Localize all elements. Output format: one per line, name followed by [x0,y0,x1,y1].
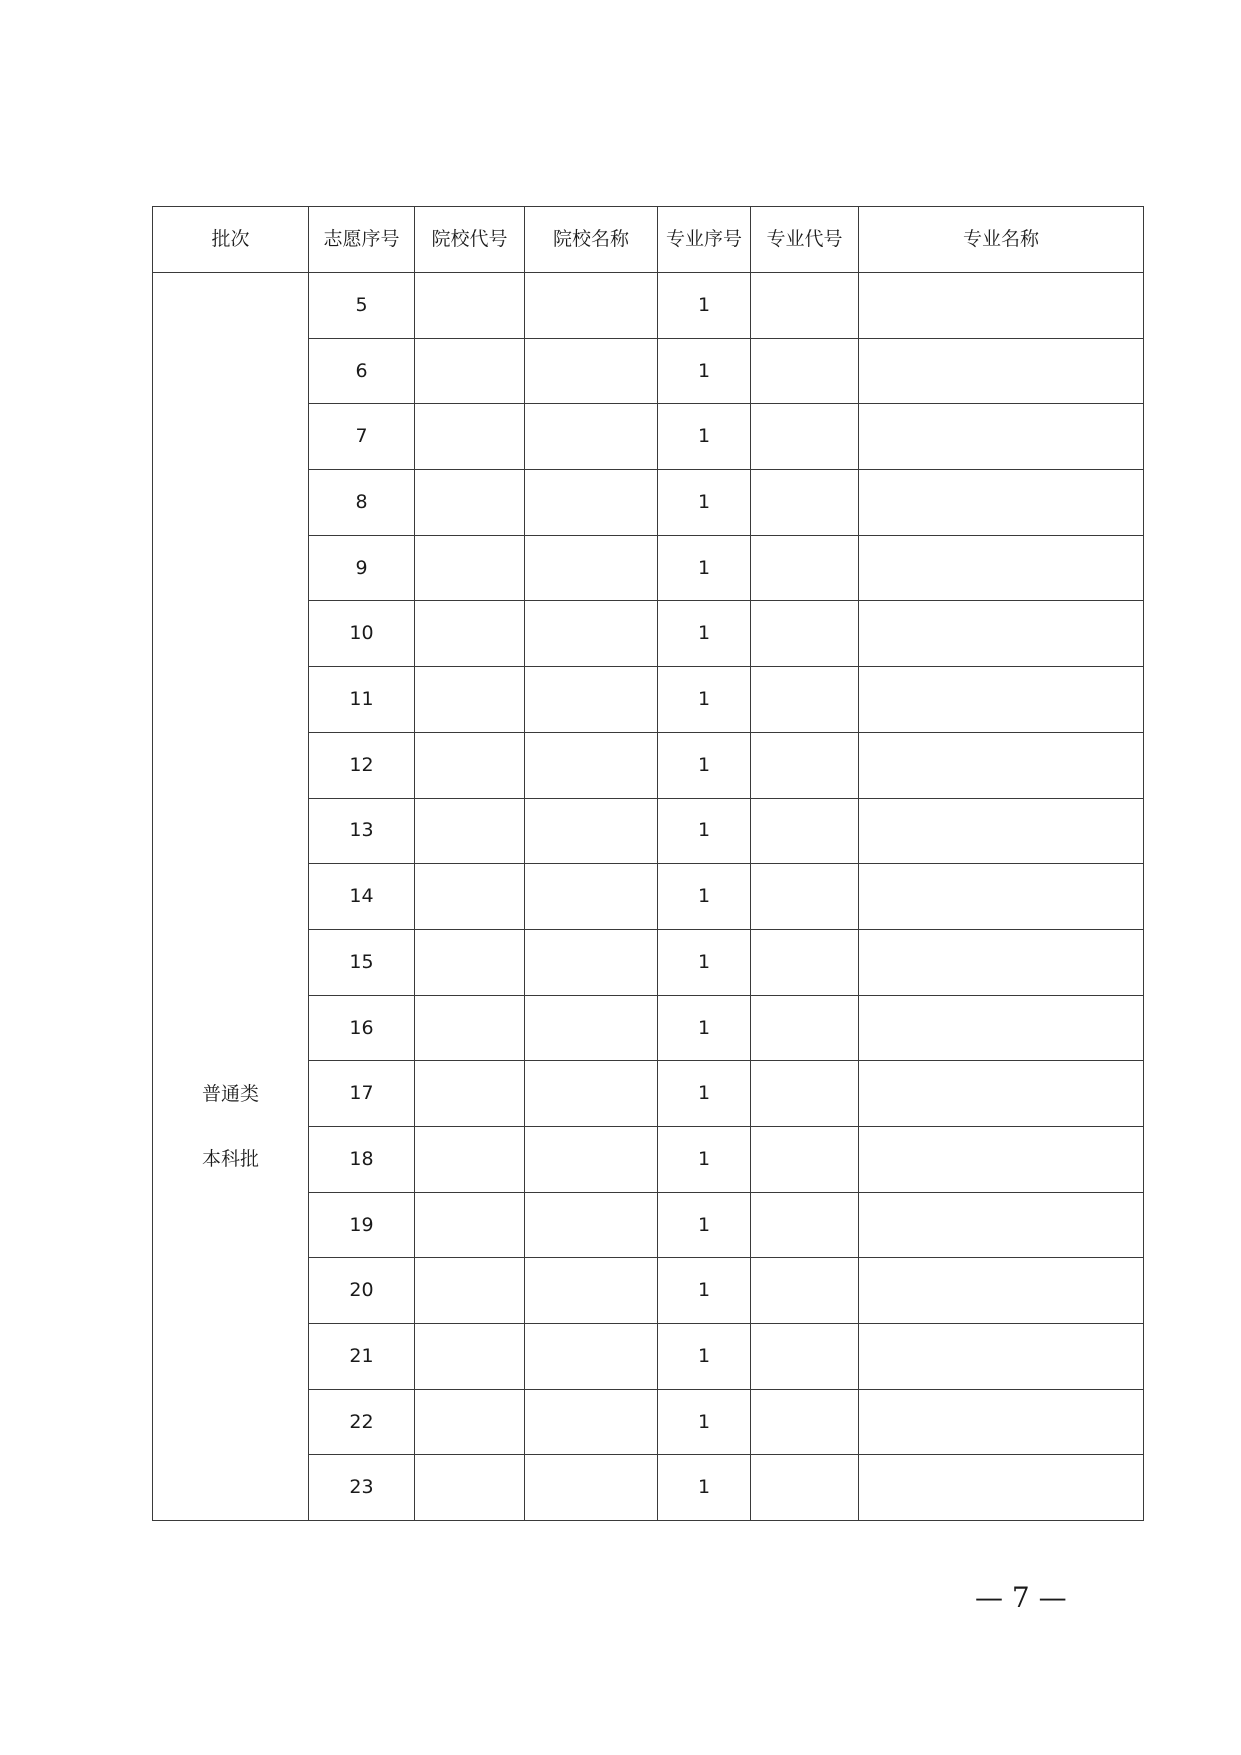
header-choice-seq: 志愿序号 [309,207,415,273]
major-seq-cell: 1 [658,601,751,667]
choice-seq-cell: 20 [309,1258,415,1324]
choice-seq-cell: 5 [309,273,415,339]
major-name-cell[interactable] [859,798,1144,864]
major-code-cell[interactable] [751,273,859,339]
batch-label: 普通类 本科批 [201,1082,259,1170]
header-major-seq: 专业序号 [658,207,751,273]
school-name-cell[interactable] [525,864,658,930]
school-code-cell[interactable] [415,1324,525,1390]
major-code-cell[interactable] [751,798,859,864]
major-code-cell[interactable] [751,1192,859,1258]
major-name-cell[interactable] [859,864,1144,930]
major-code-cell[interactable] [751,667,859,733]
major-seq-cell: 1 [658,798,751,864]
major-seq-cell: 1 [658,1389,751,1455]
header-batch: 批次 [153,207,309,273]
school-code-cell[interactable] [415,995,525,1061]
major-name-cell[interactable] [859,404,1144,470]
choice-seq-cell: 12 [309,732,415,798]
school-code-cell[interactable] [415,732,525,798]
major-name-cell[interactable] [859,338,1144,404]
school-code-cell[interactable] [415,338,525,404]
major-seq-cell: 1 [658,273,751,339]
major-name-cell[interactable] [859,1389,1144,1455]
major-seq-cell: 1 [658,1126,751,1192]
major-code-cell[interactable] [751,864,859,930]
choice-seq-cell: 19 [309,1192,415,1258]
choice-seq-cell: 17 [309,1061,415,1127]
page-number: — 7 — [975,1581,1067,1614]
major-code-cell[interactable] [751,1455,859,1521]
major-name-cell[interactable] [859,1061,1144,1127]
major-code-cell[interactable] [751,601,859,667]
school-name-cell[interactable] [525,1126,658,1192]
school-code-cell[interactable] [415,535,525,601]
school-name-cell[interactable] [525,1389,658,1455]
major-name-cell[interactable] [859,601,1144,667]
school-name-cell[interactable] [525,929,658,995]
school-name-cell[interactable] [525,535,658,601]
major-code-cell[interactable] [751,1061,859,1127]
choice-seq-cell: 15 [309,929,415,995]
major-name-cell[interactable] [859,273,1144,339]
school-name-cell[interactable] [525,273,658,339]
school-code-cell[interactable] [415,1192,525,1258]
major-seq-cell: 1 [658,535,751,601]
choice-seq-cell: 14 [309,864,415,930]
choice-seq-cell: 22 [309,1389,415,1455]
major-name-cell[interactable] [859,1258,1144,1324]
school-code-cell[interactable] [415,404,525,470]
major-name-cell[interactable] [859,1126,1144,1192]
major-seq-cell: 1 [658,667,751,733]
major-seq-cell: 1 [658,404,751,470]
choice-seq-cell: 23 [309,1455,415,1521]
school-code-cell[interactable] [415,273,525,339]
school-code-cell[interactable] [415,1061,525,1127]
school-name-cell[interactable] [525,470,658,536]
school-name-cell[interactable] [525,404,658,470]
major-code-cell[interactable] [751,1126,859,1192]
header-school-name: 院校名称 [525,207,658,273]
choice-seq-cell: 21 [309,1324,415,1390]
choice-seq-cell: 8 [309,470,415,536]
table-row [153,273,1144,339]
school-name-cell[interactable] [525,601,658,667]
major-seq-cell: 1 [658,1258,751,1324]
batch-cell [153,273,309,1521]
choice-seq-cell: 10 [309,601,415,667]
major-seq-cell: 1 [658,864,751,930]
school-name-cell[interactable] [525,798,658,864]
school-code-cell[interactable] [415,929,525,995]
school-name-cell[interactable] [525,1455,658,1521]
choice-seq-cell: 13 [309,798,415,864]
major-code-cell[interactable] [751,535,859,601]
major-name-cell[interactable] [859,535,1144,601]
school-code-cell[interactable] [415,1389,525,1455]
school-name-cell[interactable] [525,995,658,1061]
school-name-cell[interactable] [525,1324,658,1390]
major-name-cell[interactable] [859,732,1144,798]
major-code-cell[interactable] [751,1258,859,1324]
school-code-cell[interactable] [415,798,525,864]
school-code-cell[interactable] [415,1258,525,1324]
major-name-cell[interactable] [859,929,1144,995]
major-seq-cell: 1 [658,929,751,995]
school-name-cell[interactable] [525,1192,658,1258]
choice-seq-cell: 16 [309,995,415,1061]
choice-seq-cell: 11 [309,667,415,733]
school-code-cell[interactable] [415,1126,525,1192]
major-seq-cell: 1 [658,338,751,404]
major-name-cell[interactable] [859,470,1144,536]
choice-seq-cell: 6 [309,338,415,404]
school-code-cell[interactable] [415,601,525,667]
choice-seq-cell: 18 [309,1126,415,1192]
table-header-row [153,207,1144,273]
major-code-cell[interactable] [751,470,859,536]
major-code-cell[interactable] [751,338,859,404]
choice-seq-cell: 9 [309,535,415,601]
major-seq-cell: 1 [658,1061,751,1127]
school-code-cell[interactable] [415,667,525,733]
choice-seq-cell: 7 [309,404,415,470]
school-name-cell[interactable] [525,338,658,404]
major-code-cell[interactable] [751,404,859,470]
school-code-cell[interactable] [415,864,525,930]
major-seq-cell: 1 [658,995,751,1061]
major-seq-cell: 1 [658,470,751,536]
major-code-cell[interactable] [751,995,859,1061]
application-form-table [152,206,1144,1521]
major-code-cell[interactable] [751,732,859,798]
major-seq-cell: 1 [658,1324,751,1390]
school-name-cell[interactable] [525,667,658,733]
major-seq-cell: 1 [658,732,751,798]
major-code-cell[interactable] [751,1324,859,1390]
school-name-cell[interactable] [525,1258,658,1324]
major-name-cell[interactable] [859,667,1144,733]
major-name-cell[interactable] [859,1192,1144,1258]
major-seq-cell: 1 [658,1455,751,1521]
major-name-cell[interactable] [859,1324,1144,1390]
major-seq-cell: 1 [658,1192,751,1258]
school-code-cell[interactable] [415,1455,525,1521]
major-code-cell[interactable] [751,929,859,995]
major-name-cell[interactable] [859,1455,1144,1521]
header-school-code: 院校代号 [415,207,525,273]
header-major-name: 专业名称 [859,207,1144,273]
major-code-cell[interactable] [751,1389,859,1455]
school-name-cell[interactable] [525,732,658,798]
major-name-cell[interactable] [859,995,1144,1061]
school-code-cell[interactable] [415,470,525,536]
header-major-code: 专业代号 [751,207,859,273]
school-name-cell[interactable] [525,1061,658,1127]
